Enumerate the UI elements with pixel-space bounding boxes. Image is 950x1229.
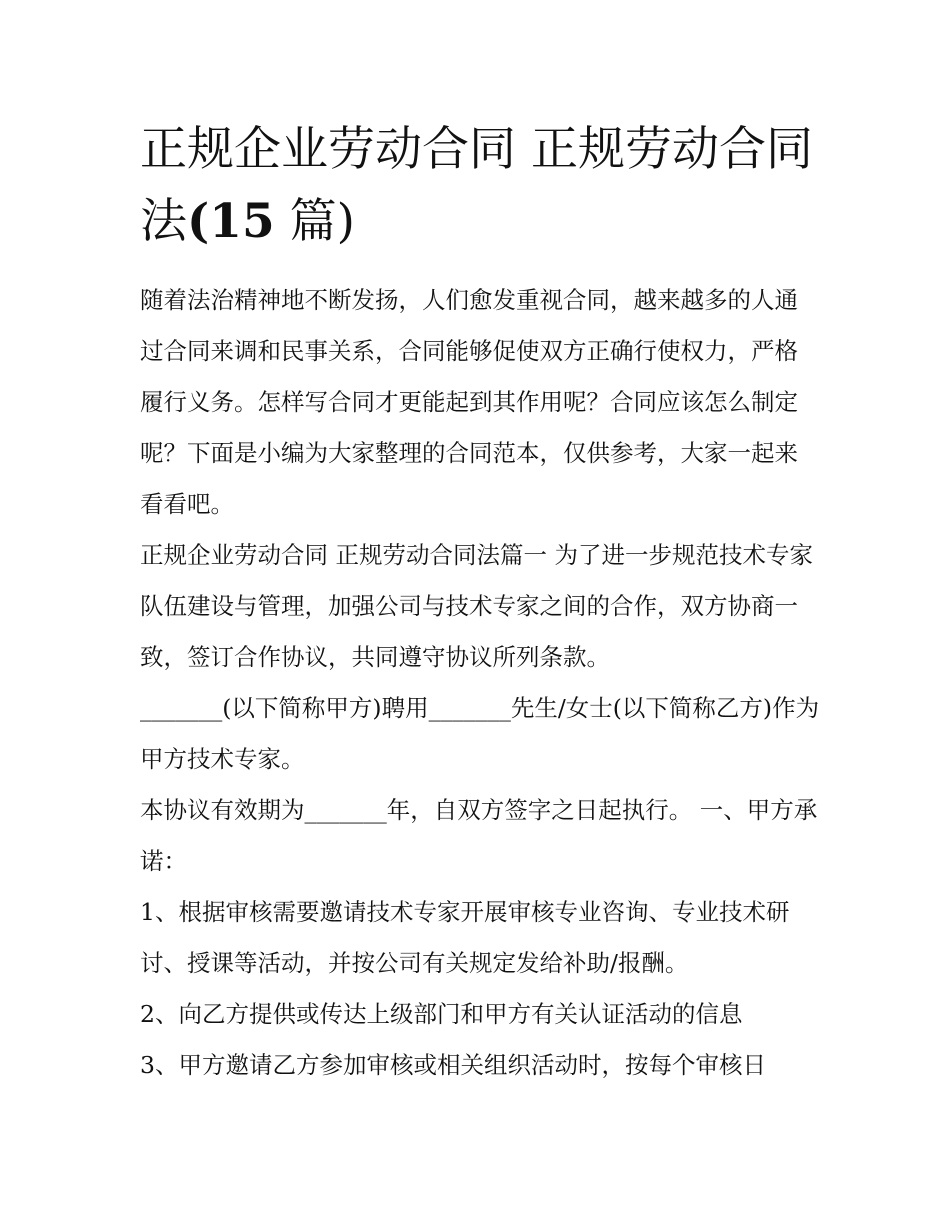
paragraph-parties: _______(以下简称甲方)聘用_______先生/女士(以下简称乙方)作为甲方技术专家。 [140,694,820,773]
document-body [140,275,820,1091]
document-title [140,114,820,258]
title-text-suffix: 篇) [274,194,355,249]
paragraph-item-1: 1、根据审核需要邀请技术专家开展审核专业咨询、专业技术研讨、授课等活动，并按公司有关规定发给补助/报酬。 [140,898,790,977]
paragraph-item-2: 2、向乙方提供或传达上级部门和甲方有关认证活动的信息 [140,1000,743,1028]
paragraph-validity: 本协议有效期为_______年，自双方签字之日起执行。 一、甲方承诺： [140,796,818,875]
title-text-main: 正规企业劳动合同 正规劳动合同法 [140,122,813,249]
title-text-count: (15 [187,194,275,249]
paragraph-intro: 随着法治精神地不断发扬，人们愈发重视合同，越来越多的人通过合同来调和民事关系，合同能够促使双方正确行使权力，严格履行义务。怎样写合同才更能起到其作用呢？合同应该怎么制定呢？下面是小编为大家整理的合同范本，仅供参考，大家一起来看看吧。 [140,286,798,518]
paragraph-item-3: 3、甲方邀请乙方参加审核或相关组织活动时，按每个审核日 [140,1051,766,1079]
paragraph-section-one-intro: 正规企业劳动合同 正规劳动合同法篇一 为了进一步规范技术专家队伍建设与管理，加强公司与技术专家之间的合作，双方协商一致，签订合作协议，共同遵守协议所列条款。 [140,541,813,671]
